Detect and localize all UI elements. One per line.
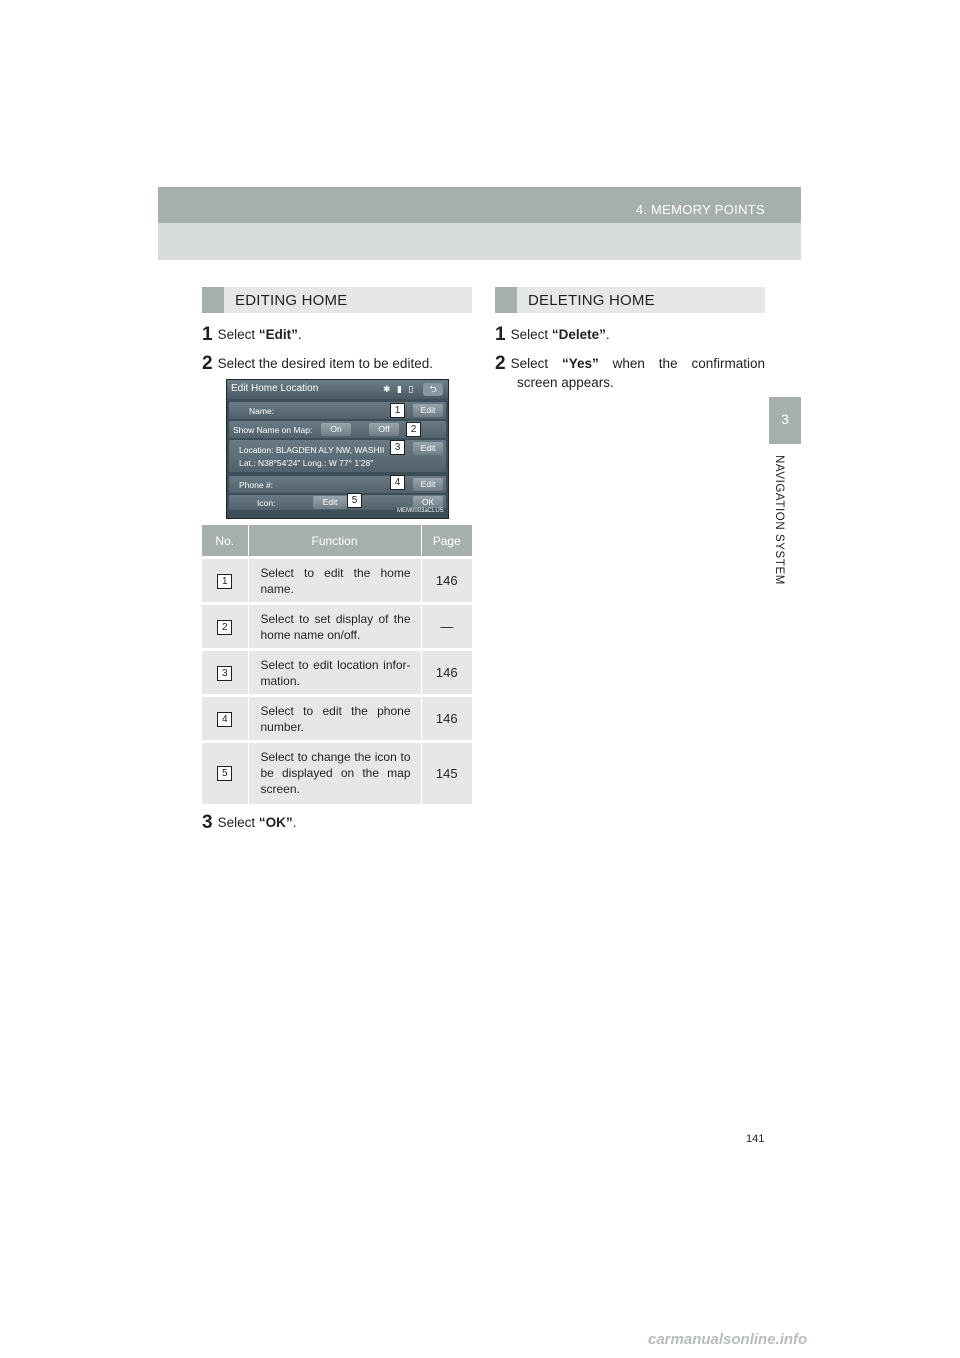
table-row bbox=[202, 604, 472, 650]
row-number-box: 2 bbox=[217, 620, 232, 635]
back-icon: ⮌ bbox=[423, 383, 443, 396]
screen-row-show-name: Show Name on Map: On Off bbox=[229, 421, 446, 438]
table-header-row bbox=[202, 525, 472, 558]
row-number-box: 1 bbox=[217, 574, 232, 589]
col-header-no: No. bbox=[202, 525, 248, 558]
chapter-title: 4. MEMORY POINTS bbox=[635, 202, 765, 217]
section-heading-editing-home: EDITING HOME bbox=[202, 287, 472, 313]
row-function: Select to set display of the home name on/off. bbox=[248, 604, 421, 650]
screen-row-location: Location: BLAGDEN ALY NW, WASHII Lat.: N38°54'24" Long.: W 77° 1'28" Edit bbox=[229, 440, 446, 472]
row-function: Select to edit location infor-mation. bbox=[248, 650, 421, 696]
screen-title: Edit Home Location bbox=[231, 383, 319, 394]
table-row bbox=[202, 742, 472, 804]
step-2-select-item: 2 Select the desired item to be edited. bbox=[202, 353, 433, 374]
step-2-continuation: screen appears. bbox=[517, 375, 614, 390]
table-row bbox=[202, 558, 472, 604]
col-header-page: Page bbox=[421, 525, 472, 558]
row-page: 146 bbox=[421, 696, 472, 742]
step-1-select-delete: 1 Select “Delete”. bbox=[495, 324, 610, 345]
row-function: Select to edit the phone number. bbox=[248, 696, 421, 742]
callout-3: 3 bbox=[390, 440, 405, 455]
edit-home-location-screen bbox=[226, 379, 449, 519]
row-number-box: 3 bbox=[217, 666, 232, 681]
row-function: Select to change the icon to be displayed on the map screen. bbox=[248, 742, 421, 804]
step-2-select-yes: 2 Select “Yes” when the confirmation bbox=[495, 353, 765, 374]
screen-row-phone: Phone #: Edit bbox=[229, 476, 446, 493]
step-3-select-ok: 3 Select “OK”. bbox=[202, 812, 297, 833]
section-heading-deleting-home: DELETING HOME bbox=[495, 287, 765, 313]
table-row bbox=[202, 650, 472, 696]
step-1-select-edit: 1 Select “Edit”. bbox=[202, 324, 302, 345]
callout-5: 5 bbox=[347, 493, 362, 508]
header-band bbox=[158, 187, 801, 223]
page-number: 141 bbox=[746, 1133, 765, 1145]
screen-row-icon: Icon: Edit OK bbox=[229, 495, 446, 510]
row-page: — bbox=[421, 604, 472, 650]
image-code: MEM0003aCLUS bbox=[397, 508, 444, 514]
chapter-tab-label: NAVIGATION SYSTEM bbox=[773, 455, 785, 585]
row-page: 146 bbox=[421, 558, 472, 604]
col-header-function: Function bbox=[248, 525, 421, 558]
chapter-tab bbox=[769, 397, 801, 444]
chapter-tab-number: 3 bbox=[781, 411, 789, 427]
callout-1: 1 bbox=[390, 403, 405, 418]
callout-2: 2 bbox=[406, 422, 421, 437]
row-number-box: 4 bbox=[217, 712, 232, 727]
screen-row-name: Name: Edit bbox=[229, 402, 446, 419]
callout-4: 4 bbox=[390, 475, 405, 490]
row-page: 145 bbox=[421, 742, 472, 804]
row-page: 146 bbox=[421, 650, 472, 696]
header-subband bbox=[158, 223, 801, 260]
function-table bbox=[202, 525, 472, 804]
table-row bbox=[202, 696, 472, 742]
status-icons: ✱ ▮ ▯ bbox=[383, 384, 416, 394]
row-number-box: 5 bbox=[217, 766, 232, 781]
watermark: carmanualsonline.info bbox=[648, 1331, 808, 1348]
row-function: Select to edit the home name. bbox=[248, 558, 421, 604]
